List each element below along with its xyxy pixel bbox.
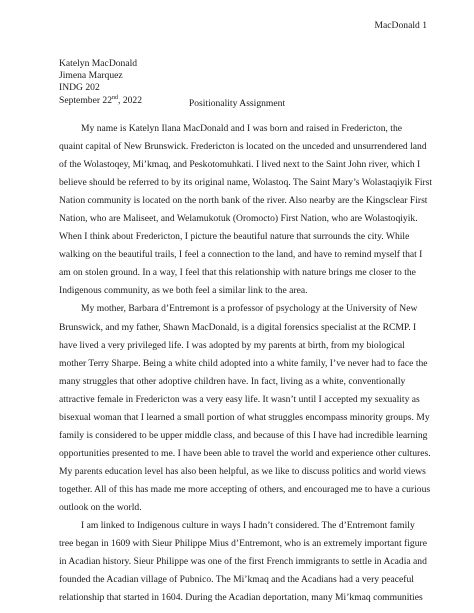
document-title: Positionality Assignment [188, 98, 286, 109]
text-line: When I think about Fredericton, I picture the beautiful nature that surrounds the city. While [59, 231, 410, 243]
text-line: tree began in 1609 with Sieur Philippe Mius d’Entremont, who is an extremely important figure [59, 538, 427, 550]
text-line: believe should be referred to by its original name, Wolastoq. The Saint Mary’s Wolastaqiyik First [59, 177, 433, 189]
paragraph [59, 120, 433, 300]
paragraph [59, 300, 431, 517]
text-line: am on stolen ground. In a way, I feel that this relationship with nature brings me closer to the [59, 267, 416, 279]
text-line: of the Wolastoqey, Mi’kmaq, and Peskotomuhkati. I lived next to the Saint John river, which I [59, 159, 421, 171]
text-line: relationship that started in 1604. During the Acadian deportation, many Mi’kmaq communities [59, 592, 423, 604]
text-line: Indigenous community, as we both feel a similar link to the area. [59, 285, 308, 297]
text-line: Nation community is located on the north bank of the river. Also nearby are the Kingsclear First [59, 195, 428, 207]
text-line: many struggles that other adoptive children have. In fact, living as a white, conventionally [59, 375, 406, 387]
text-line: mother Terry Sharpe. Being a white child adopted into a white family, I’ve never had to face the [59, 357, 428, 369]
text-line: bisexual woman that I learned a small portion of what struggles encompass minority groups. My [59, 411, 430, 423]
date-year: , 2022 [118, 94, 143, 106]
text-line: attractive female in Fredericton was a very easy life. It wasn’t until I accepted my sexuality as [59, 393, 420, 405]
text-line: My parents education level has also been helpful, as we like to discuss politics and world views [59, 465, 426, 477]
text-line: Brunswick, and my father, Shawn MacDonald, is a digital forensics specialist at the RCMP. I [59, 321, 417, 333]
text-line: together. All of this has made me more accepting of others, and encouraged me to have a curious [59, 483, 431, 495]
text-line: outlook on the world. [59, 501, 142, 513]
text-line: quaint capital of New Brunswick. Fredericton is located on the unceded and unsurrendered land [59, 141, 427, 153]
text-line: family is considered to be upper middle class, and because of this I have had incredible learning [59, 429, 428, 441]
running-head: MacDonald 1 [374, 20, 427, 31]
author-name: Katelyn MacDonald [59, 58, 138, 69]
date-ordinal-suffix: nd [112, 94, 119, 101]
paragraph [59, 517, 427, 607]
body-text [59, 120, 433, 607]
instructor-name: Jimena Marquez [59, 70, 123, 82]
text-line: opportunities presented to me. I have been able to travel the world and experience other cultures. [59, 447, 431, 459]
text-line: have lived a very privileged life. I was adopted by my parents at birth, from my biological [59, 339, 405, 351]
text-line: I am linked to Indigenous culture in ways I hadn’t considered. The d’Entremont family [81, 520, 415, 532]
text-line: Nation, who are Maliseet, and Welamukotuk (Oromocto) First Nation, who are Wolastoqiyik. [59, 213, 418, 225]
text-line: My name is Katelyn Ilana MacDonald and I was born and raised in Fredericton, the [81, 123, 403, 134]
text-line: My mother, Barbara d’Entremont is a professor of psychology at the University of New [81, 303, 418, 315]
text-line: founded the Acadian village of Pubnico. The Mi’kmaq and the Acadians had a very peaceful [59, 574, 414, 586]
text-line: in Acadian history. Sieur Philippe was one of the first French immigrants to settle in Acadia and [59, 556, 427, 568]
course-code: INDG 202 [59, 82, 100, 94]
date-month-day: September 22 [59, 94, 113, 106]
text-line: walking on the beautiful trails, I feel a connection to the land, and have to remind myself that I [59, 249, 423, 261]
